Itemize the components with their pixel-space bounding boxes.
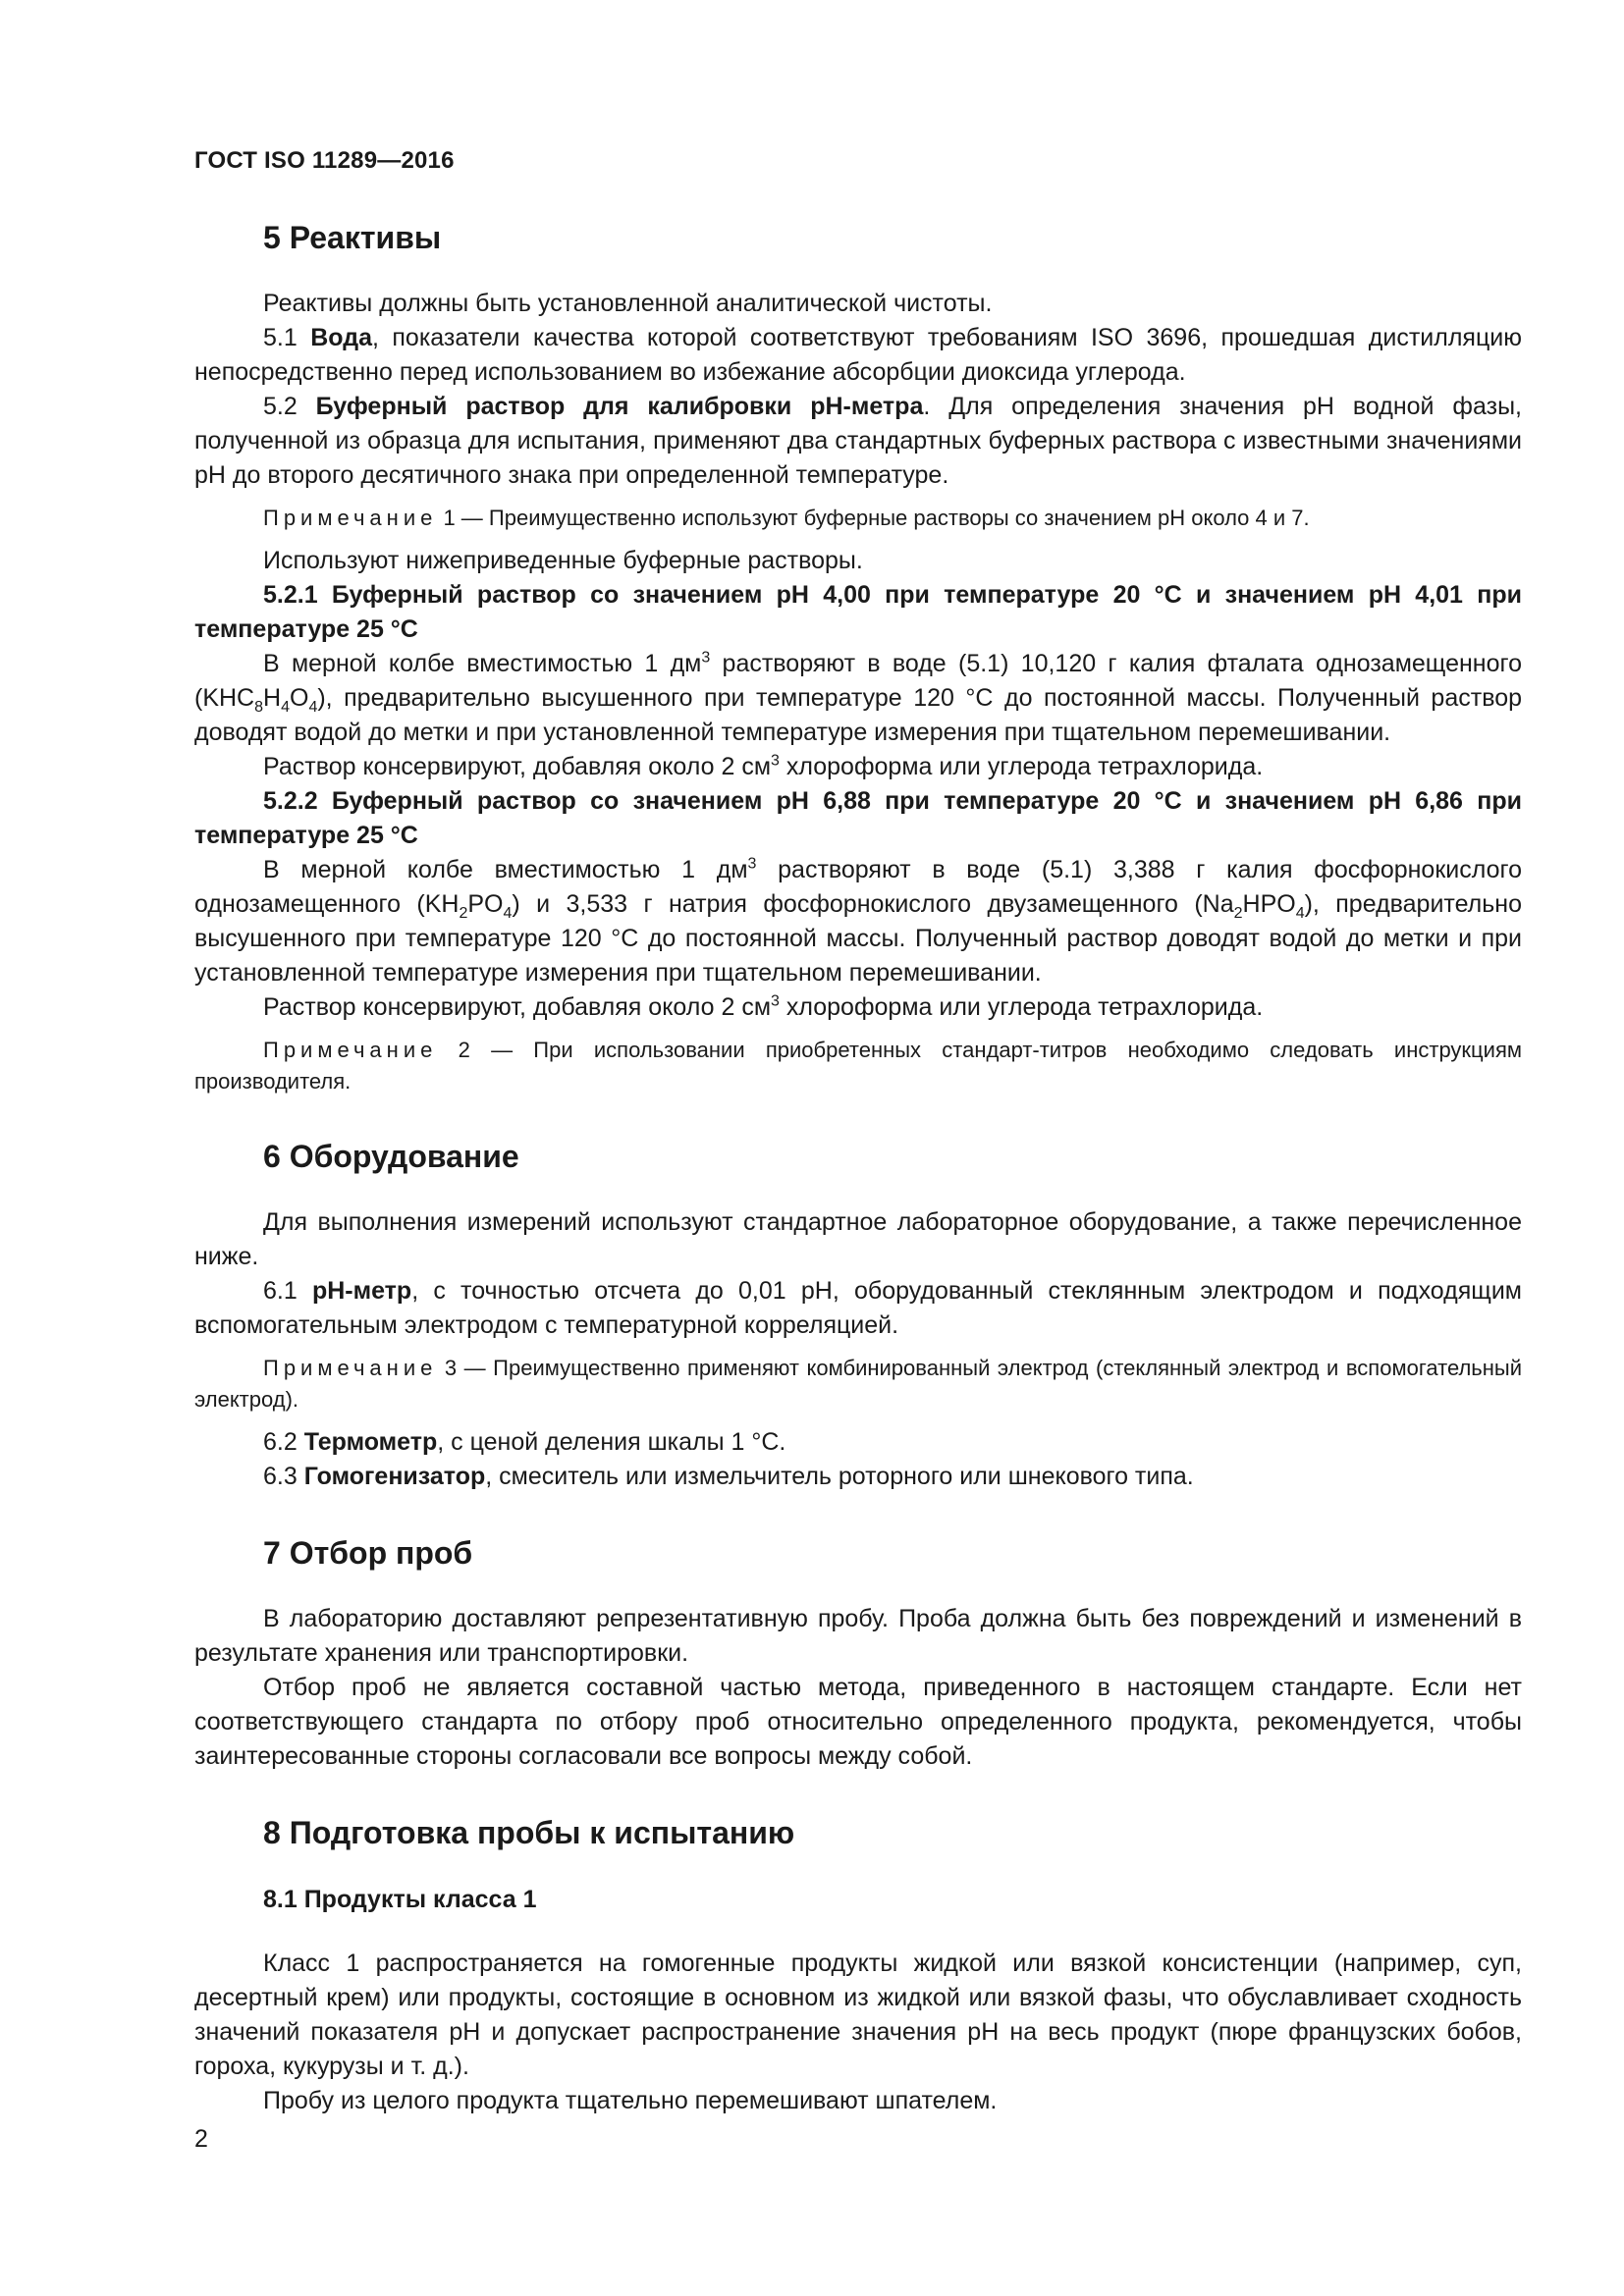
clause-5-2: 5.2 Буферный раствор для калибровки рН-метра. Для определения значения рН водной фазы, полученной из образца для испытания, применяют два стандартных буферных раствора с известными значениями рН до второго десятичного знака при определенной температуре. bbox=[194, 393, 1522, 489]
clause-5-2-1-heading: 5.2.1 Буферный раствор со значением рН 4,00 при температуре 20 °С и значением рН 4,01 при температуре 25 °С bbox=[194, 581, 1522, 643]
subsection-8-1-title: 8.1 Продукты класса 1 bbox=[263, 1886, 537, 1913]
page-content bbox=[194, 218, 1522, 2118]
term-ph-meter: рН-метр bbox=[311, 1277, 412, 1305]
section-6-intro: Для выполнения измерений используют стандартное лабораторное оборудование, а также перечисленное ниже. bbox=[194, 1208, 1522, 1270]
section-7-para-2: Отбор проб не является составной частью метода, приведенного в настоящем стандарте. Если нет соответствующего стандарта по отбору проб относительно определенного продукта, рекомендуется, чтобы заинтересованные стороны согласовали все вопросы между собой. bbox=[194, 1674, 1522, 1770]
page-number: 2 bbox=[194, 2125, 208, 2153]
preservation-1: Раствор консервируют, добавляя около 2 $см^3$ хлороформа или углерода тетрахлорида. bbox=[263, 752, 1264, 780]
section-8-title: 8 Подготовка пробы к испытанию bbox=[263, 1815, 795, 1850]
section-8-para-2: Пробу из целого продукта тщательно перемешивают шпателем. bbox=[263, 2087, 998, 2114]
clause-5-1: 5.1 Вода, показатели качества которой соответствуют требованиям ISO 3696, прошедшая дистилляцию непосредственно перед использованием во избежание абсорбции диоксида углерода. bbox=[194, 324, 1522, 386]
section-8-para-1: Класс 1 распространяется на гомогенные продукты жидкой или вязкой консистенции (например, суп, десертный крем) или продукты, состоящие в основном из жидкой или вязкой фазы, что обуславливает сходность значений показателя рН и допускает распространение значения рН на весь продукт (пюре французских бобов, гороха, кукурузы и т. д.). bbox=[194, 1949, 1522, 2080]
clause-6-1: 6.1 рН-метр, с точностью отсчета до 0,01 рН, оборудованный стеклянным электродом и подходящим вспомогательным электродом с температурной корреляцией. bbox=[194, 1277, 1522, 1339]
section-7-para-1: В лабораторию доставляют репрезентативную пробу. Проба должна быть без повреждений и изменений в результате хранения или транспортировки. bbox=[194, 1605, 1522, 1667]
note-2: Примечание 2 — При использовании приобретенных стандарт-титров необходимо следовать инструкциям производителя. bbox=[194, 1038, 1522, 1094]
term-buffer: Буферный раствор для калибровки рН-метра bbox=[315, 393, 924, 420]
section-5-title: 5 Реактивы bbox=[263, 220, 442, 255]
clause-5-2-2-heading: 5.2.2 Буферный раствор со значением рН 6,88 при температуре 20 °С и значением рН 6,86 при температуре 25 °С bbox=[194, 787, 1522, 849]
term-homogenizer: Гомогенизатор bbox=[303, 1463, 486, 1490]
clause-6-3: 6.3 Гомогенизатор, смеситель или измельчитель роторного или шнекового типа. bbox=[263, 1463, 1194, 1490]
section-7-title: 7 Отбор проб bbox=[263, 1535, 473, 1571]
term-water: Вода bbox=[310, 324, 372, 351]
document-header: ГОСТ ISO 11289—2016 bbox=[194, 147, 455, 174]
note-3: Примечание 3 — Преимущественно применяют комбинированный электрод (стеклянный электрод и вспомогательный электрод). bbox=[194, 1356, 1522, 1412]
term-thermometer: Термометр bbox=[303, 1428, 438, 1456]
note-1: Примечание 1 — Преимущественно используют буферные растворы со значением рН около 4 и 7. bbox=[263, 506, 1310, 530]
clause-5-2-2-text: В мерной колбе вместимостью 1 $дм^3$ растворяют в воде (5.1) 3,388 г калия фосфорнокислого однозамещенного $(KH_2PO_4)$ и 3,533 г натрия фосфорнокислого двузамещенного $(Na_2HPO_4)$, предварительно высушенного при температуре 120 °С до постоянной массы. Полученный раствор доводят водой до метки и при установленной температуре измерения при тщательном перемешивании. bbox=[194, 855, 1522, 987]
section-6-title: 6 Оборудование bbox=[263, 1139, 519, 1174]
buffers-intro: Используют нижеприведенные буферные растворы. bbox=[263, 547, 863, 574]
clause-5-2-1-text: В мерной колбе вместимостью 1 $дм^3$ растворяют в воде (5.1) 10,120 г калия фталата однозамещенного $(KHC_8H_4O_4)$, предварительно высушенного при температуре 120 °С до постоянной массы. Полученный раствор доводят водой до метки и при установленной температуре измерения при тщательном перемешивании. bbox=[194, 649, 1522, 746]
clause-6-2: 6.2 Термометр, с ценой деления шкалы 1 °С. bbox=[263, 1428, 786, 1456]
preservation-2: Раствор консервируют, добавляя около 2 $см^3$ хлороформа или углерода тетрахлорида. bbox=[263, 992, 1264, 1021]
section-5-intro: Реактивы должны быть установленной аналитической чистоты. bbox=[263, 290, 993, 317]
